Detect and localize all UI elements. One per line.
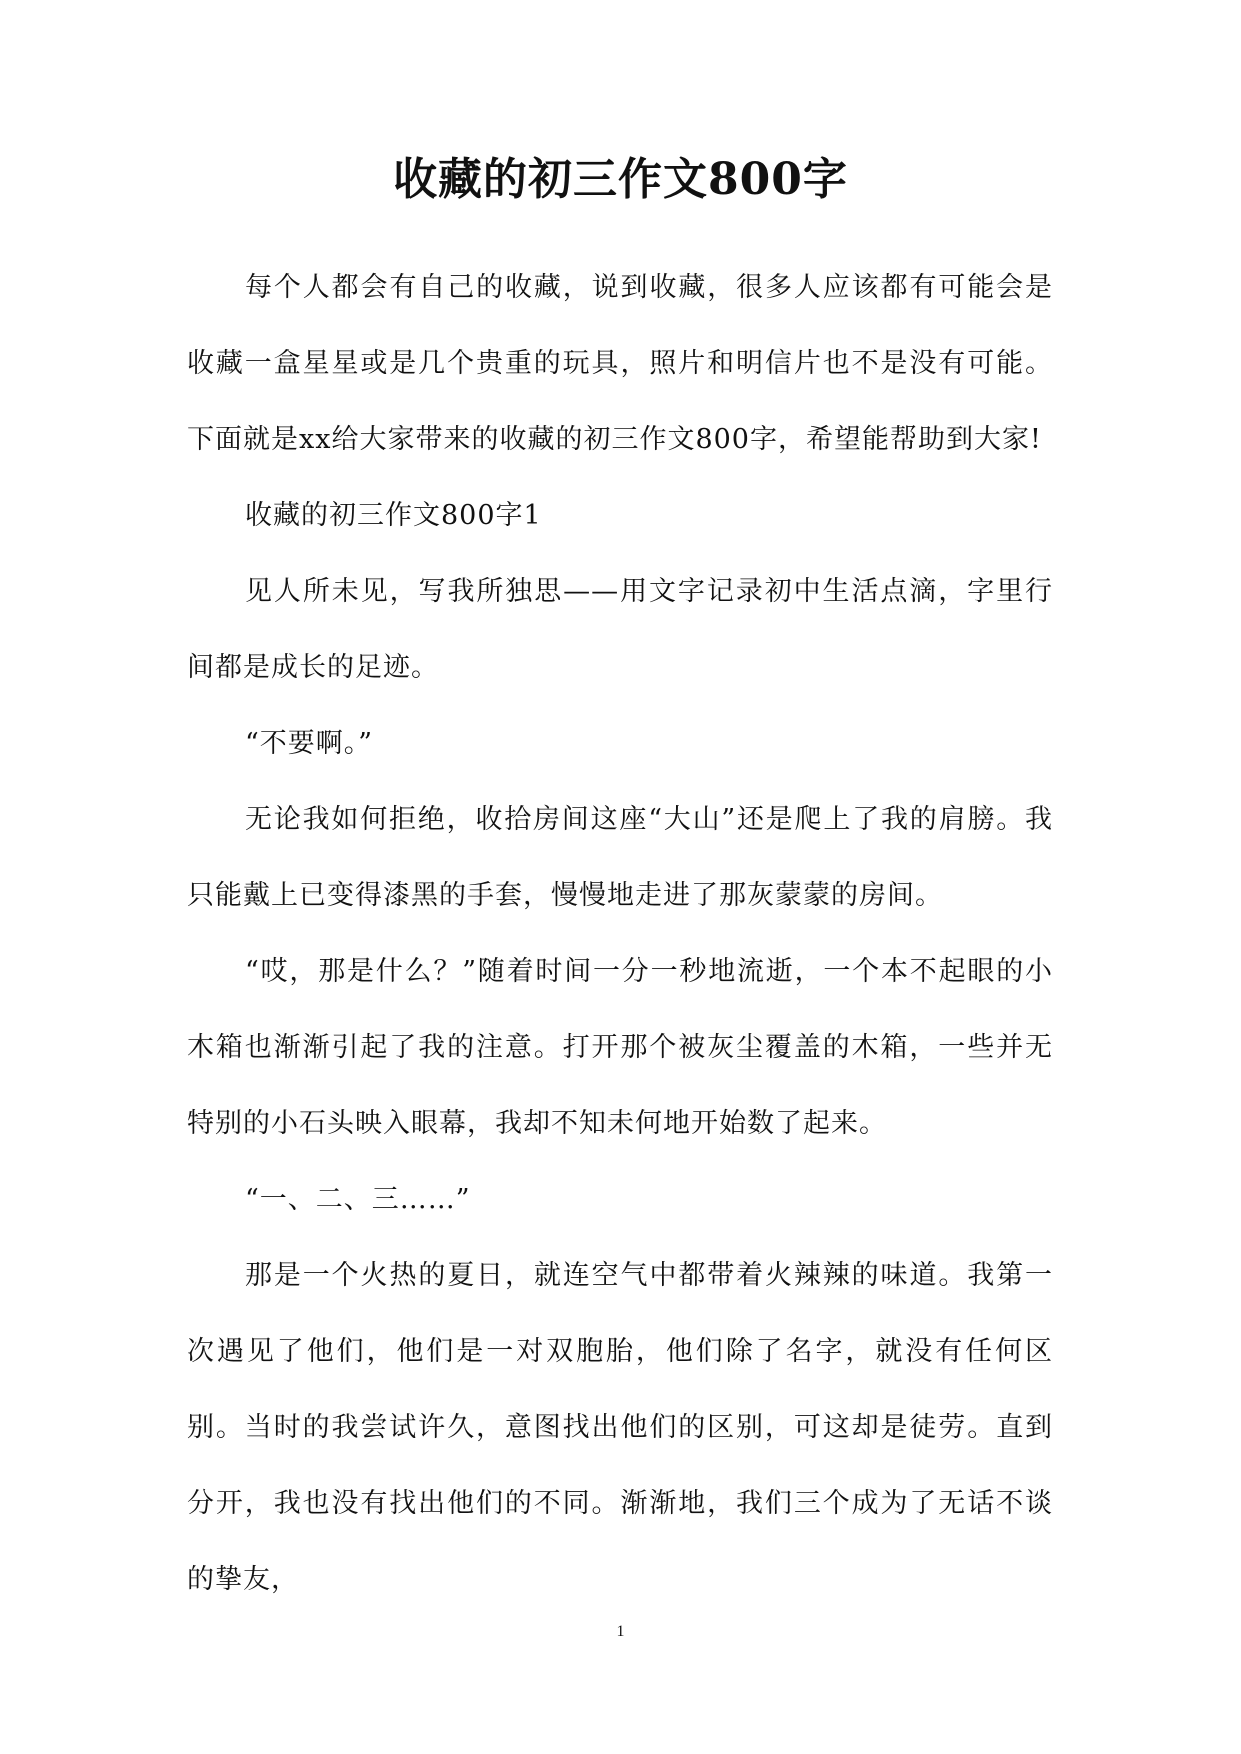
document-title: 收藏的初三作文800字 [393,154,848,205]
paragraph: 无论我如何拒绝，收拾房间这座“大山”还是爬上了我的肩膀。我只能戴上已变得漆黑的手套，慢慢地走进了那灰蒙蒙的房间。 [187,804,1053,911]
paragraph-intro: 每个人都会有自己的收藏，说到收藏，很多人应该都有可能会是收藏一盒星星或是几个贵重的玩具，照片和明信片也不是没有可能。下面就是xx给大家带来的收藏的初三作文800字，希望能帮助到大家! [187,272,1053,455]
paragraph-subtitle: 收藏的初三作文800字1 [245,500,542,531]
paragraph: “哎，那是什么？”随着时间一分一秒地流逝，一个本不起眼的小木箱也渐渐引起了我的注意。打开那个被灰尘覆盖的木箱，一些并无特别的小石头映入眼幕，我却不知未何地开始数了起来。 [187,956,1053,1139]
document-body [187,250,1053,1618]
paragraph-quote: “不要啊。” [245,728,374,759]
page-number: 1 [616,1623,625,1640]
paragraph: 那是一个火热的夏日，就连空气中都带着火辣辣的味道。我第一次遇见了他们，他们是一对双胞胎，他们除了名字，就没有任何区别。当时的我尝试许久，意图找出他们的区别，可这却是徒劳。直到分开，我也没有找出他们的不同。渐渐地，我们三个成为了无话不谈的挚友， [187,1260,1053,1595]
paragraph-quote: “一、二、三……” [245,1184,471,1215]
paragraph: 见人所未见，写我所独思——用文字记录初中生活点滴，字里行间都是成长的足迹。 [187,576,1053,683]
